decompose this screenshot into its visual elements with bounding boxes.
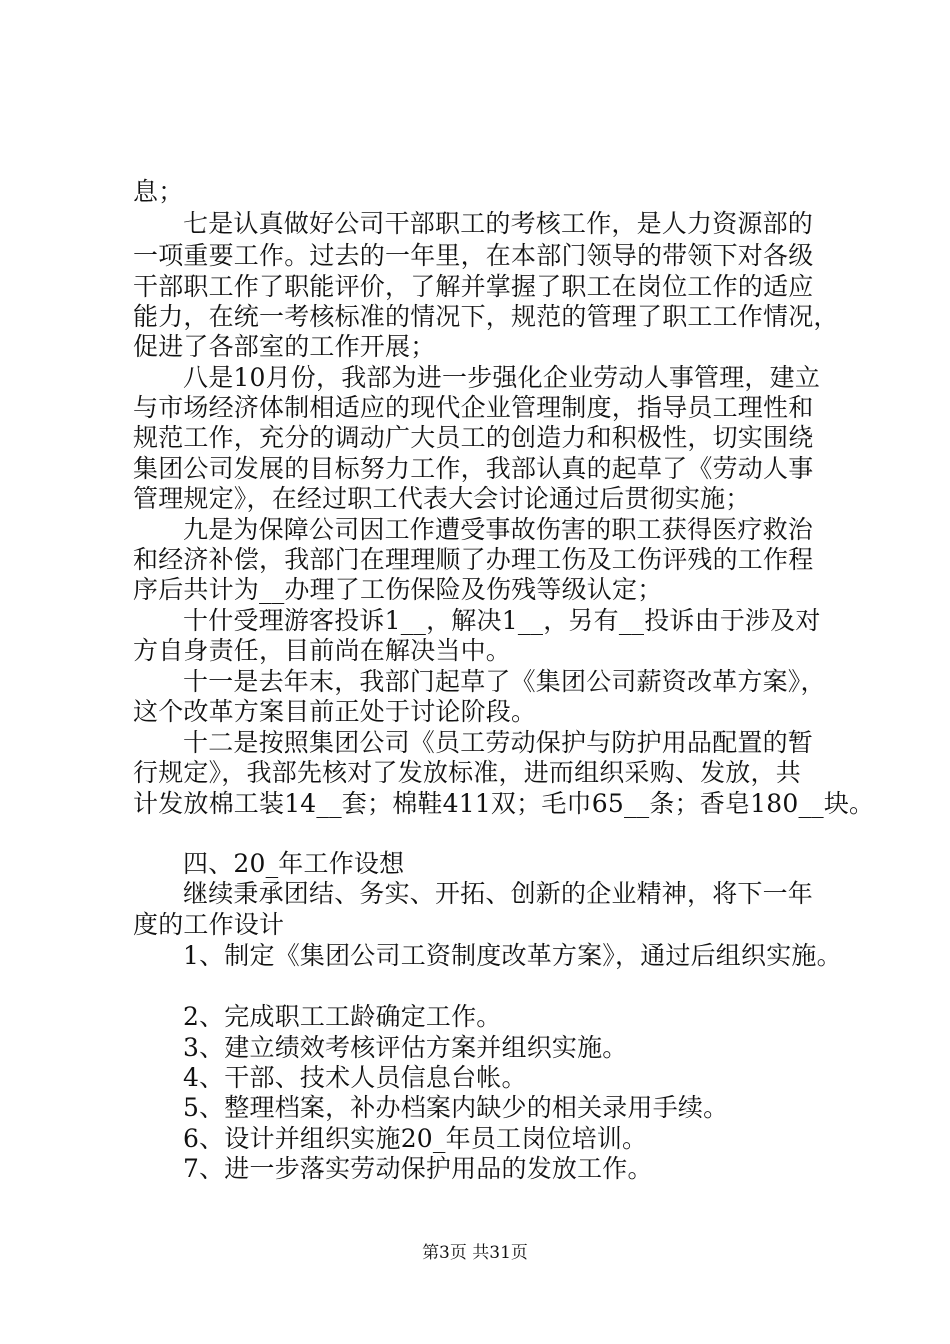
text-line: 度的工作设计 bbox=[133, 910, 285, 939]
text-line: 行规定》，我部先核对了发放标准，进而组织采购、发放，共 bbox=[133, 758, 801, 787]
text-line: 促进了各部室的工作开展； bbox=[133, 332, 436, 361]
list-item: 6、设计并组织实施20_年员工岗位培训。 bbox=[183, 1124, 648, 1153]
text-line: 干部职工作了职能评价，了解并掌握了职工在岗位工作的适应 bbox=[133, 272, 814, 301]
text-line: 能力，在统一考核标准的情况下，规范的管理了职工工作情况， bbox=[133, 302, 839, 331]
text-line: 息； bbox=[133, 177, 184, 206]
text-line: 这个改革方案目前正处于讨论阶段。 bbox=[133, 697, 537, 726]
list-item: 1、制定《集团公司工资制度改革方案》，通过后组织实施。 bbox=[183, 941, 842, 970]
list-item: 3、建立绩效考核评估方案并组织实施。 bbox=[183, 1033, 628, 1062]
text-line: 十二是按照集团公司《员工劳动保护与防护用品配置的暂 bbox=[183, 728, 814, 757]
page-footer: 第3页 共31页 bbox=[422, 1243, 528, 1263]
list-item: 2、完成职工工龄确定工作。 bbox=[183, 1002, 502, 1031]
text-line: 十什受理游客投诉1__，解决1__，另有__投诉由于涉及对 bbox=[183, 606, 821, 635]
text-line: 管理规定》，在经过职工代表大会讨论通过后贯彻实施； bbox=[133, 484, 751, 513]
text-line: 一项重要工作。过去的一年里，在本部门领导的带领下对各级 bbox=[133, 241, 814, 270]
text-line: 十一是去年末，我部门起草了《集团公司薪资改革方案》， bbox=[183, 667, 826, 696]
text-line: 规范工作，充分的调动广大员工的创造力和积极性，切实围绕 bbox=[133, 423, 814, 452]
text-line: 七是认真做好公司干部职工的考核工作，是人力资源部的 bbox=[183, 209, 814, 238]
text-line: 方自身责任，目前尚在解决当中。 bbox=[133, 636, 512, 665]
text-line: 计发放棉工装14__套；棉鞋411双；毛巾65__条；香皂180__块。 bbox=[133, 789, 875, 818]
list-item: 5、整理档案，补办档案内缺少的相关录用手续。 bbox=[183, 1093, 729, 1122]
text-line: 与市场经济体制相适应的现代企业管理制度，指导员工理性和 bbox=[133, 393, 814, 422]
text-line: 集团公司发展的目标努力工作，我部认真的起草了《劳动人事 bbox=[133, 454, 814, 483]
text-line: 九是为保障公司因工作遭受事故伤害的职工获得医疗救治 bbox=[183, 515, 814, 544]
text-line: 和经济补偿，我部门在理理顺了办理工伤及工伤评残的工作程 bbox=[133, 545, 814, 574]
text-line: 序后共计为__办理了工伤保险及伤残等级认定； bbox=[133, 575, 663, 604]
section-heading: 四、20_年工作设想 bbox=[183, 849, 405, 878]
text-line: 八是10月份，我部为进一步强化企业劳动人事管理，建立 bbox=[183, 363, 821, 392]
list-item: 7、进一步落实劳动保护用品的发放工作。 bbox=[183, 1154, 653, 1183]
text-line: 继续秉承团结、务实、开拓、创新的企业精神，将下一年 bbox=[183, 879, 814, 908]
list-item: 4、干部、技术人员信息台帐。 bbox=[183, 1063, 527, 1092]
